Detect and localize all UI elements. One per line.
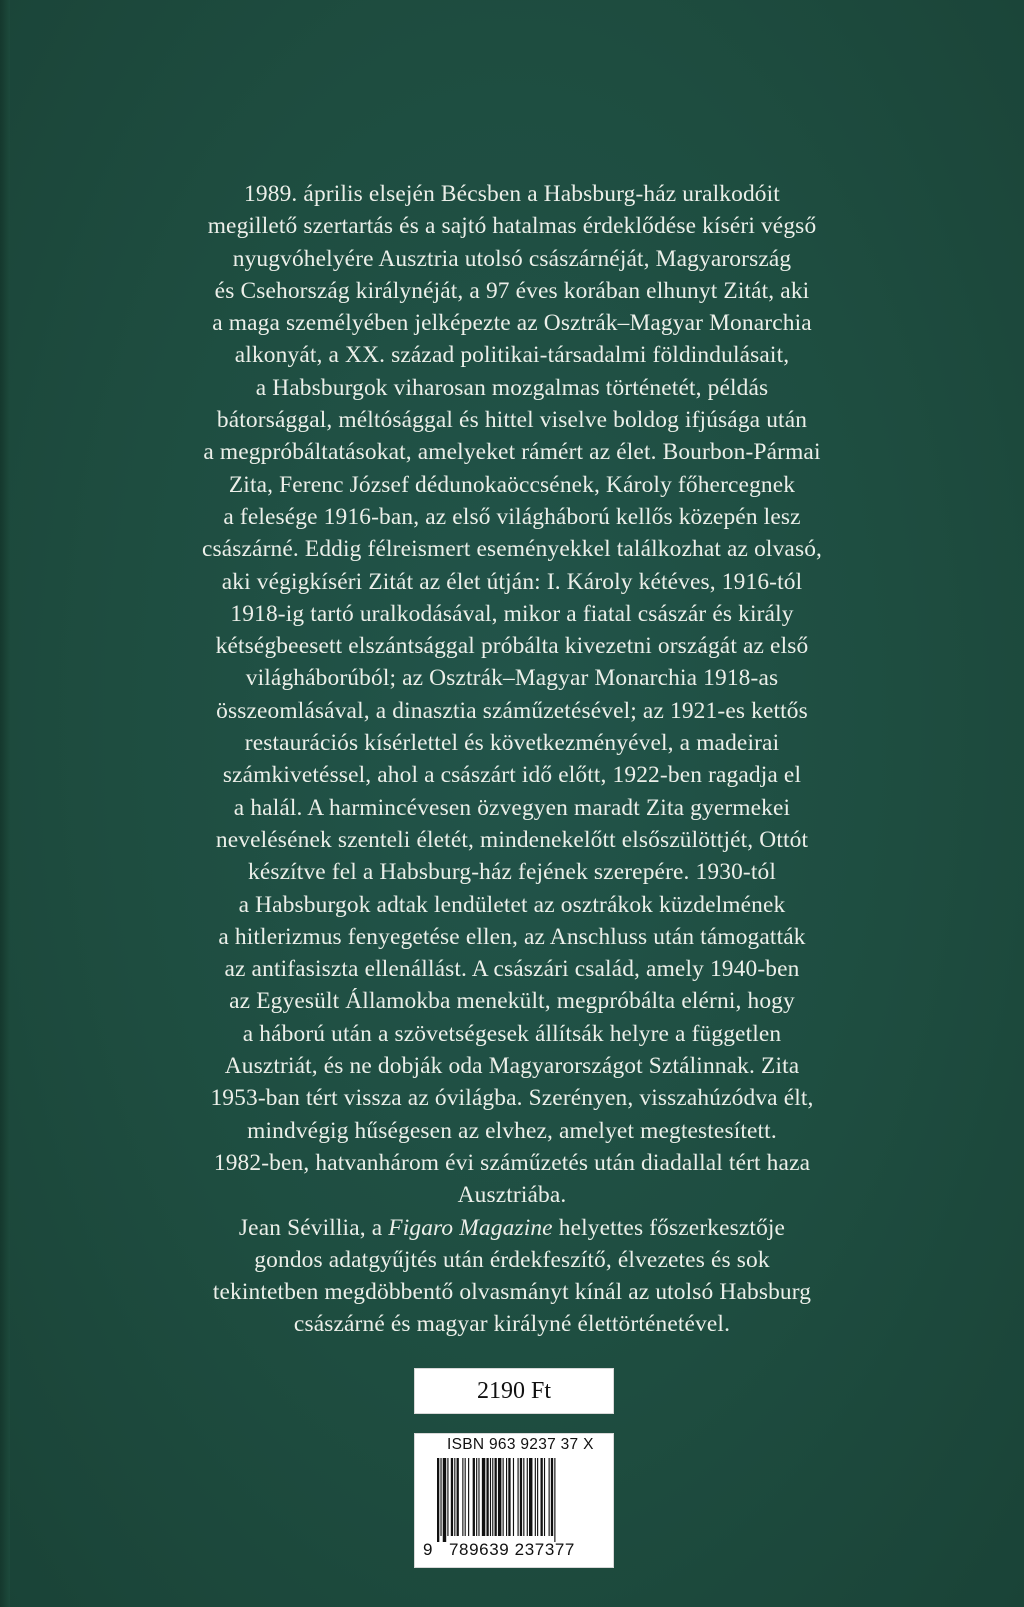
blurb-paragraph-closing [130, 1244, 894, 1341]
blurb-line: nyugvóhelyére Ausztria utolsó császárnéját, Magyarország [232, 245, 792, 272]
blurb-line: 1989. április elsején Bécsben a Habsburg-ház uralkodóit [244, 181, 780, 207]
author-line-before: Jean Sévillia, a [238, 1214, 389, 1241]
blurb-line: 1953-ban tért vissza az óvilágba. Szerényen, visszahúzódva élt, [210, 1085, 814, 1112]
blurb-line: Zita, Ferenc József dédunokaöccsének, Károly főhercegnek [228, 471, 796, 498]
blurb-closing-line: gondos adatgyűjtés után érdekfeszítő, élvezetes és sok [254, 1246, 770, 1273]
blurb-line: a háború után a szövetségesek állítsák helyre a független [242, 1020, 782, 1047]
blurb-line: a Habsburgok viharosan mozgalmas történetét, példás [255, 374, 769, 401]
blurb-line: készítve fel a Habsburg-ház fejének szerepére. 1930-tól [247, 859, 777, 886]
blurb-line: a felesége 1916-ban, az első világháború kellős közepén lesz [223, 503, 801, 530]
blurb-line: megillető szertartás és a sajtó hatalmas érdeklődése kíséri végső [207, 213, 817, 240]
spine-edge [0, 0, 10, 1607]
magazine-title: Figaro Magazine [388, 1214, 553, 1241]
blurb-line: 1982-ben, hatvanhárom évi száműzetés után diadallal tért haza [213, 1149, 811, 1176]
blurb-line: kétségbeesett elszántsággal próbálta kivezetni országát az első [215, 633, 809, 660]
barcode-icon [437, 1458, 601, 1542]
blurb-line: számkivetéssel, ahol a császárt idő előtt, 1922-ben ragadja el [222, 762, 802, 789]
blurb-line: bátorsággal, méltósággal és hittel viselve boldog ifjúsága után [216, 407, 808, 434]
blurb-author-line [130, 1212, 894, 1244]
price-label: 2190 Ft [476, 1377, 551, 1404]
blurb-line: összeomlásával, a dinasztia száműzetésével; az 1921-es kettős [216, 697, 808, 724]
blurb-closing-line: császárné és magyar királyné élettörténetével. [293, 1311, 731, 1338]
ean-digits [415, 1540, 615, 1564]
blurb-line: a Habsburgok adtak lendületet az osztrákok küzdelmének [238, 891, 786, 918]
blurb-line: alkonyát, a XX. század politikai-társadalmi földindulásait, [234, 342, 790, 369]
ean-rest-digits: 789639 237377 [449, 1540, 575, 1559]
blurb-line: 1918-ig tartó uralkodásával, mikor a fiatal császár és király [230, 600, 794, 627]
blurb-text [130, 178, 894, 1341]
blurb-line: és Csehország királynéját, a 97 éves korában elhunyt Zitát, aki [214, 277, 810, 304]
blurb-paragraph-main [130, 178, 894, 1212]
blurb-line: a megpróbáltatásokat, amelyeket rámért az élet. Bourbon-Pármai [203, 439, 821, 466]
price-sticker [414, 1368, 614, 1414]
blurb-line: restaurációs kísérlettel és következményével, a madeirai [244, 730, 780, 757]
blurb-line: nevelésének szenteli életét, mindenekelőtt elsőszülöttjét, Ottót [215, 826, 809, 853]
author-line-after: helyettes főszerkesztője [552, 1214, 786, 1241]
barcode-sticker [414, 1433, 614, 1568]
ean-first-digit: 9 [423, 1540, 433, 1559]
blurb-line: világháborúból; az Osztrák–Magyar Monarchia 1918-as [245, 665, 779, 692]
blurb-line: a halál. A harmincévesen özvegyen maradt Zita gyermekei [233, 794, 791, 821]
blurb-line: mindvégig hűségesen az elvhez, amelyet megtestesített. [247, 1117, 777, 1144]
blurb-line: a maga személyében jelképezte az Osztrák–Magyar Monarchia [212, 310, 812, 337]
blurb-line: császárné. Eddig félreismert eseményekkel találkozhat az olvasó, [201, 536, 823, 563]
blurb-line: az antifasiszta ellenállást. A császári család, amely 1940-ben [224, 956, 800, 983]
blurb-line: aki végigkíséri Zitát az élet útján: I. Károly kétéves, 1916-tól [221, 568, 803, 595]
blurb-line: Ausztriába. [457, 1182, 567, 1209]
blurb-line: az Egyesült Államokba menekült, megpróbálta elérni, hogy [229, 988, 795, 1015]
blurb-closing-line: tekintetben megdöbbentő olvasmányt kínál az utolsó Habsburg [212, 1279, 812, 1306]
isbn-label: ISBN 963 9237 37 X [447, 1436, 594, 1453]
blurb-line: Ausztriát, és ne dobják oda Magyarországot Sztálinnak. Zita [224, 1053, 800, 1080]
blurb-line: a hitlerizmus fenyegetése ellen, az Anschluss után támogatták [218, 923, 806, 950]
